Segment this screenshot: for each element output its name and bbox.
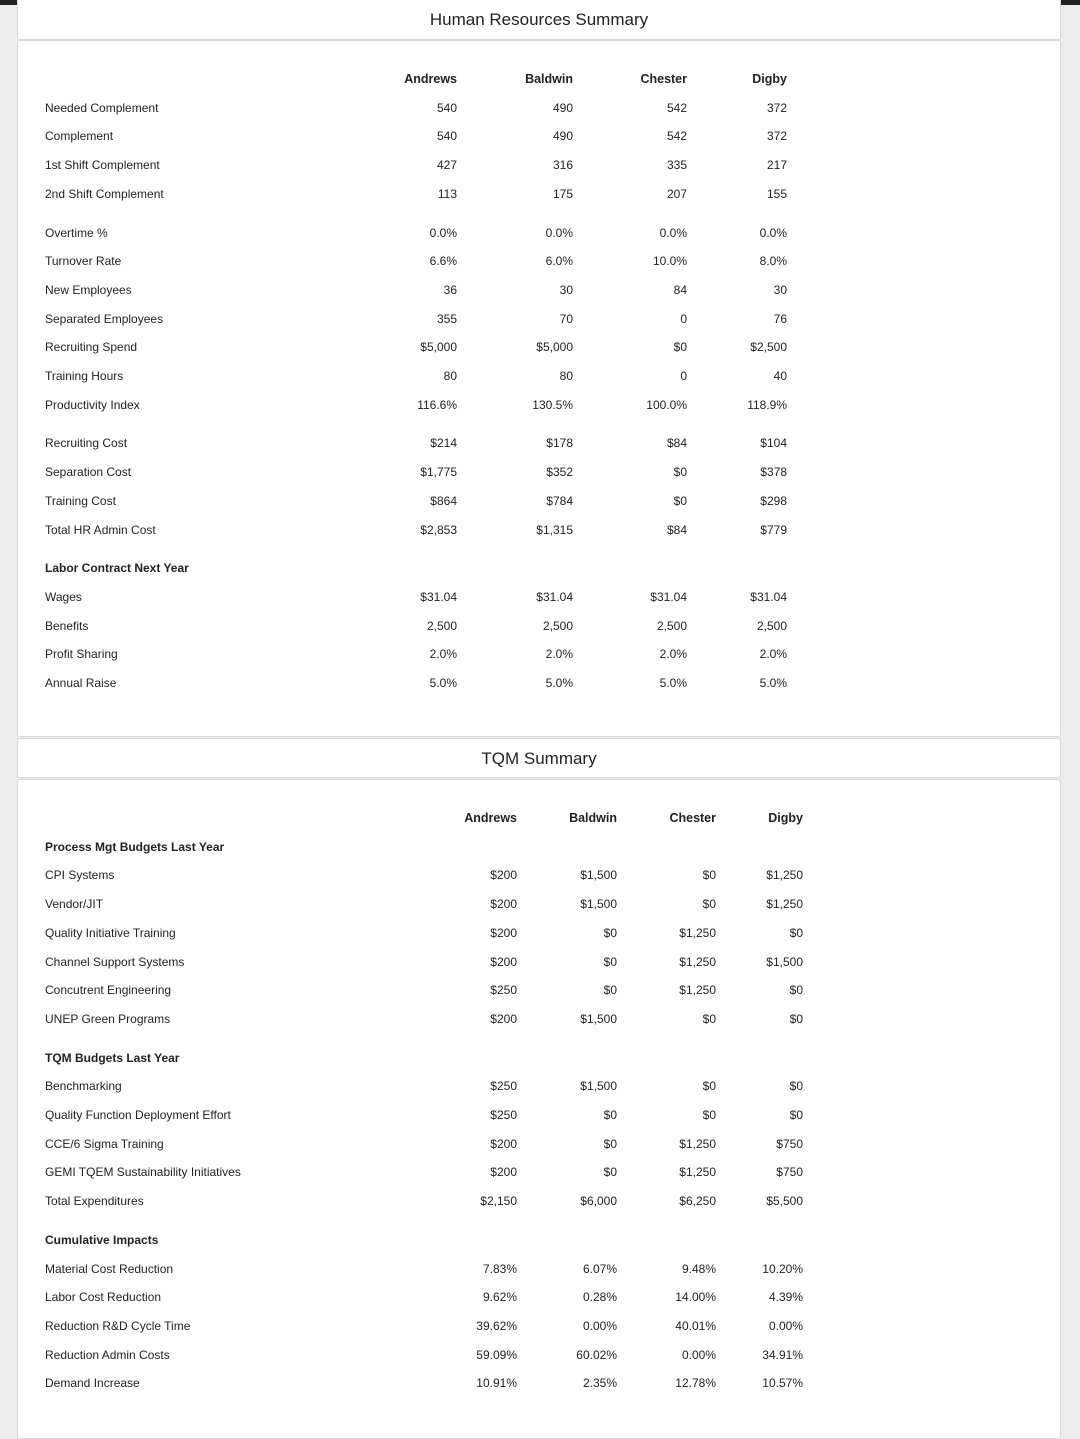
column-header: Andrews bbox=[404, 72, 457, 86]
cell-value: $31.04 bbox=[750, 589, 787, 604]
cell-value: 0.0% bbox=[545, 225, 573, 240]
cell-value: 335 bbox=[666, 158, 687, 173]
table-row bbox=[45, 919, 803, 948]
empty-cell bbox=[407, 1226, 517, 1255]
row-label: Separated Employees bbox=[45, 311, 164, 326]
table-row bbox=[45, 487, 787, 516]
cell-value: $750 bbox=[776, 1165, 803, 1180]
row-label: Benchmarking bbox=[45, 1079, 122, 1094]
cell-value: $0 bbox=[789, 983, 803, 998]
cell-value: 175 bbox=[552, 186, 573, 201]
cell-value: $0 bbox=[673, 340, 687, 355]
table-row bbox=[45, 890, 803, 919]
cell-value: $1,500 bbox=[580, 897, 617, 912]
row-label: Productivity Index bbox=[45, 397, 140, 412]
section-row bbox=[45, 833, 803, 862]
cell-value: $200 bbox=[490, 1011, 517, 1026]
cell-value: $378 bbox=[760, 465, 787, 480]
cell-value: 130.5% bbox=[532, 397, 573, 412]
spacer-row bbox=[45, 544, 787, 554]
cell-value: 0 bbox=[680, 369, 687, 384]
cell-value: $1,500 bbox=[580, 1011, 617, 1026]
cell-value: 7.83% bbox=[482, 1261, 517, 1276]
cell-value: $0 bbox=[603, 1108, 617, 1123]
table-row bbox=[45, 305, 787, 334]
row-label: CCE/6 Sigma Training bbox=[45, 1136, 164, 1151]
table-row bbox=[45, 151, 787, 180]
section-heading: Cumulative Impacts bbox=[45, 1232, 159, 1247]
cell-value: $1,250 bbox=[679, 1165, 716, 1180]
cell-value: $250 bbox=[490, 1108, 517, 1123]
cell-value: 355 bbox=[436, 311, 457, 326]
cell-value: 30 bbox=[559, 282, 573, 297]
hr-summary-header bbox=[17, 0, 1061, 40]
tqm-summary-card bbox=[17, 779, 1061, 1439]
cell-value: 10.91% bbox=[476, 1376, 517, 1391]
table-row bbox=[45, 516, 787, 545]
column-header: Andrews bbox=[464, 811, 517, 825]
cell-value: 490 bbox=[552, 129, 573, 144]
table-row bbox=[45, 976, 803, 1005]
cell-value: 8.0% bbox=[759, 254, 787, 269]
cell-value: $0 bbox=[789, 1108, 803, 1123]
hr-table-body bbox=[45, 94, 787, 698]
cell-value: $200 bbox=[490, 897, 517, 912]
cell-value: $1,500 bbox=[580, 1079, 617, 1094]
table-row bbox=[45, 122, 787, 151]
cell-value: 540 bbox=[436, 100, 457, 115]
column-header: Baldwin bbox=[569, 811, 617, 825]
column-header: Chester bbox=[640, 72, 687, 86]
cell-value: $2,853 bbox=[420, 522, 457, 537]
cell-value: 5.0% bbox=[429, 676, 457, 691]
cell-value: $214 bbox=[430, 436, 457, 451]
hr-summary-table bbox=[45, 65, 787, 698]
table-row bbox=[45, 94, 787, 123]
table-row bbox=[45, 219, 787, 248]
cell-value: 12.78% bbox=[675, 1376, 716, 1391]
table-row bbox=[45, 1312, 803, 1341]
cell-value: $0 bbox=[702, 868, 716, 883]
table-row bbox=[45, 1255, 803, 1284]
cell-value: 84 bbox=[673, 282, 687, 297]
table-row bbox=[45, 640, 787, 669]
table-row bbox=[45, 583, 787, 612]
cell-value: $84 bbox=[666, 522, 687, 537]
cell-value: 36 bbox=[443, 282, 457, 297]
cell-value: 76 bbox=[773, 311, 787, 326]
tqm-header-row bbox=[45, 804, 803, 833]
cell-value: 6.0% bbox=[545, 254, 573, 269]
cell-value: 6.07% bbox=[582, 1261, 617, 1276]
cell-value: 10.57% bbox=[762, 1376, 803, 1391]
cell-value: $0 bbox=[702, 897, 716, 912]
cell-value: 490 bbox=[552, 100, 573, 115]
table-row bbox=[45, 1158, 803, 1187]
row-label: Overtime % bbox=[45, 225, 108, 240]
cell-value: $250 bbox=[490, 983, 517, 998]
cell-value: 2.0% bbox=[545, 647, 573, 662]
row-label: Training Cost bbox=[45, 493, 116, 508]
cell-value: 14.00% bbox=[675, 1290, 716, 1305]
row-label: Turnover Rate bbox=[45, 254, 122, 269]
cell-value: 540 bbox=[436, 129, 457, 144]
table-row bbox=[45, 669, 787, 698]
empty-cell bbox=[517, 1226, 617, 1255]
cell-value: 542 bbox=[666, 129, 687, 144]
cell-value: 40.01% bbox=[675, 1318, 716, 1333]
cell-value: 80 bbox=[559, 369, 573, 384]
empty-cell bbox=[687, 554, 787, 583]
hr-summary-title: Human Resources Summary bbox=[429, 10, 649, 29]
cell-value: 9.62% bbox=[482, 1290, 517, 1305]
column-header: Digby bbox=[768, 811, 803, 825]
cell-value: 0 bbox=[680, 311, 687, 326]
row-label: Total Expenditures bbox=[45, 1194, 144, 1209]
row-label: Concutrent Engineering bbox=[45, 983, 172, 998]
cell-value: 116.6% bbox=[417, 397, 457, 412]
table-row bbox=[45, 429, 787, 458]
empty-cell bbox=[407, 833, 517, 862]
table-row bbox=[45, 458, 787, 487]
empty-cell bbox=[341, 554, 457, 583]
cell-value: 2,500 bbox=[542, 618, 573, 633]
cell-value: 10.0% bbox=[652, 254, 687, 269]
empty-cell bbox=[617, 1044, 716, 1073]
empty-cell bbox=[716, 1044, 803, 1073]
spacer-row bbox=[45, 1034, 803, 1044]
empty-cell bbox=[716, 1226, 803, 1255]
row-label: GEMI TQEM Sustainability Initiatives bbox=[45, 1165, 241, 1180]
cell-value: $250 bbox=[490, 1079, 517, 1094]
row-label: Separation Cost bbox=[45, 465, 132, 480]
row-label: 2nd Shift Complement bbox=[45, 186, 164, 201]
cell-value: $0 bbox=[603, 1136, 617, 1151]
cell-value: 2.0% bbox=[759, 647, 787, 662]
cell-value: 372 bbox=[766, 100, 787, 115]
row-label: Labor Cost Reduction bbox=[45, 1290, 162, 1305]
hr-header-row bbox=[45, 65, 787, 94]
row-label: Annual Raise bbox=[45, 676, 117, 691]
cell-value: $6,000 bbox=[580, 1194, 617, 1209]
row-label: Recruiting Spend bbox=[45, 340, 138, 355]
cell-value: $200 bbox=[490, 954, 517, 969]
empty-cell bbox=[716, 833, 803, 862]
row-label: Quality Function Deployment Effort bbox=[45, 1108, 231, 1123]
cell-value: $0 bbox=[603, 983, 617, 998]
cell-value: $5,000 bbox=[420, 340, 457, 355]
cell-value: $1,250 bbox=[766, 868, 803, 883]
section-row bbox=[45, 1226, 803, 1255]
table-row bbox=[45, 1130, 803, 1159]
cell-value: $5,000 bbox=[536, 340, 573, 355]
cell-value: 2.35% bbox=[582, 1376, 617, 1391]
cell-value: $178 bbox=[546, 436, 573, 451]
cell-value: 39.62% bbox=[476, 1318, 517, 1333]
row-label: Demand Increase bbox=[45, 1376, 140, 1391]
cell-value: $1,315 bbox=[536, 522, 573, 537]
row-label: Quality Initiative Training bbox=[45, 925, 176, 940]
cell-value: $200 bbox=[490, 1165, 517, 1180]
cell-value: $784 bbox=[546, 493, 573, 508]
empty-cell bbox=[573, 554, 687, 583]
cell-value: $1,775 bbox=[420, 465, 457, 480]
table-row bbox=[45, 180, 787, 209]
cell-value: $6,250 bbox=[679, 1194, 716, 1209]
cell-value: $750 bbox=[776, 1136, 803, 1151]
table-row bbox=[45, 1101, 803, 1130]
cell-value: 372 bbox=[766, 129, 787, 144]
cell-value: $0 bbox=[603, 925, 617, 940]
cell-value: 2.0% bbox=[429, 647, 457, 662]
row-label: New Employees bbox=[45, 282, 132, 297]
cell-value: $298 bbox=[760, 493, 787, 508]
tqm-table-body bbox=[45, 833, 803, 1398]
cell-value: $1,250 bbox=[766, 897, 803, 912]
cell-value: 0.0% bbox=[659, 225, 687, 240]
cell-value: 9.48% bbox=[681, 1261, 716, 1276]
cell-value: $200 bbox=[490, 868, 517, 883]
table-row bbox=[45, 1187, 803, 1216]
cell-value: 40 bbox=[773, 369, 787, 384]
row-label: UNEP Green Programs bbox=[45, 1011, 171, 1026]
table-row bbox=[45, 1341, 803, 1370]
table-row bbox=[45, 362, 787, 391]
cell-value: 113 bbox=[437, 186, 457, 201]
spacer-row bbox=[45, 419, 787, 429]
cell-value: $0 bbox=[702, 1108, 716, 1123]
table-row bbox=[45, 612, 787, 641]
table-row bbox=[45, 1072, 803, 1101]
cell-value: 10.20% bbox=[762, 1261, 803, 1276]
row-label: Reduction Admin Costs bbox=[45, 1347, 170, 1362]
table-row bbox=[45, 1005, 803, 1034]
cell-value: $1,500 bbox=[766, 954, 803, 969]
cell-value: 542 bbox=[666, 100, 687, 115]
cell-value: 118.9% bbox=[747, 397, 787, 412]
cell-value: 100.0% bbox=[646, 397, 687, 412]
cell-value: $2,150 bbox=[480, 1194, 517, 1209]
cell-value: $0 bbox=[789, 1011, 803, 1026]
cell-value: 2.0% bbox=[659, 647, 687, 662]
row-label: Training Hours bbox=[45, 369, 124, 384]
cell-value: $0 bbox=[789, 1079, 803, 1094]
table-row bbox=[45, 948, 803, 977]
cell-value: $0 bbox=[673, 493, 687, 508]
row-label: Recruiting Cost bbox=[45, 436, 128, 451]
cell-value: $84 bbox=[666, 436, 687, 451]
row-label: Benefits bbox=[45, 618, 89, 633]
cell-value: 2,500 bbox=[656, 618, 687, 633]
row-label: Profit Sharing bbox=[45, 647, 118, 662]
table-row bbox=[45, 333, 787, 362]
column-header: Digby bbox=[752, 72, 787, 86]
row-label: Wages bbox=[45, 589, 82, 604]
cell-value: 316 bbox=[552, 158, 573, 173]
section-heading: TQM Budgets Last Year bbox=[45, 1050, 180, 1065]
cell-value: $0 bbox=[603, 1165, 617, 1180]
cell-value: 5.0% bbox=[545, 676, 573, 691]
cell-value: $1,250 bbox=[679, 983, 716, 998]
cell-value: $0 bbox=[702, 1079, 716, 1094]
cell-value: 59.09% bbox=[476, 1347, 517, 1362]
empty-cell bbox=[457, 554, 573, 583]
section-row bbox=[45, 554, 787, 583]
empty-cell bbox=[517, 1044, 617, 1073]
spacer-row bbox=[45, 209, 787, 219]
section-heading: Process Mgt Budgets Last Year bbox=[45, 839, 225, 854]
row-label: Channel Support Systems bbox=[45, 954, 185, 969]
table-row bbox=[45, 861, 803, 890]
cell-value: $864 bbox=[430, 493, 457, 508]
table-row bbox=[45, 276, 787, 305]
cell-value: 0.00% bbox=[768, 1318, 803, 1333]
cell-value: $0 bbox=[702, 1011, 716, 1026]
cell-value: 0.0% bbox=[759, 225, 787, 240]
cell-value: $31.04 bbox=[420, 589, 457, 604]
table-row bbox=[45, 247, 787, 276]
section-row bbox=[45, 1044, 803, 1073]
cell-value: 4.39% bbox=[768, 1290, 803, 1305]
row-label: Complement bbox=[45, 129, 114, 144]
row-label: Reduction R&D Cycle Time bbox=[45, 1318, 191, 1333]
cell-value: $1,250 bbox=[679, 925, 716, 940]
cell-value: $31.04 bbox=[650, 589, 687, 604]
cell-value: 427 bbox=[436, 158, 457, 173]
cell-value: $0 bbox=[603, 954, 617, 969]
cell-value: $104 bbox=[760, 436, 787, 451]
cell-value: 5.0% bbox=[759, 676, 787, 691]
row-label: Total HR Admin Cost bbox=[45, 522, 156, 537]
row-label: Needed Complement bbox=[45, 100, 159, 115]
row-label: Material Cost Reduction bbox=[45, 1261, 174, 1276]
table-row bbox=[45, 1369, 803, 1398]
cell-value: 0.00% bbox=[681, 1347, 716, 1362]
cell-value: 2,500 bbox=[756, 618, 787, 633]
cell-value: $1,500 bbox=[580, 868, 617, 883]
cell-value: $1,250 bbox=[679, 1136, 716, 1151]
column-header: Chester bbox=[669, 811, 716, 825]
cell-value: 60.02% bbox=[576, 1347, 617, 1362]
cell-value: 34.91% bbox=[762, 1347, 803, 1362]
cell-value: $5,500 bbox=[766, 1194, 803, 1209]
row-label: 1st Shift Complement bbox=[45, 158, 160, 173]
cell-value: 5.0% bbox=[659, 676, 687, 691]
cell-value: $779 bbox=[760, 522, 787, 537]
hr-summary-card bbox=[17, 40, 1061, 737]
cell-value: $2,500 bbox=[750, 340, 787, 355]
spacer-row bbox=[45, 1216, 803, 1226]
empty-cell bbox=[617, 833, 716, 862]
cell-value: 0.28% bbox=[582, 1290, 617, 1305]
cell-value: 2,500 bbox=[426, 618, 457, 633]
tqm-summary-table bbox=[45, 804, 803, 1398]
cell-value: 30 bbox=[773, 282, 787, 297]
empty-cell bbox=[407, 1044, 517, 1073]
cell-value: 0.0% bbox=[429, 225, 457, 240]
row-label: CPI Systems bbox=[45, 868, 115, 883]
cell-value: $0 bbox=[673, 465, 687, 480]
cell-value: $352 bbox=[546, 465, 573, 480]
cell-value: 6.6% bbox=[429, 254, 457, 269]
tqm-summary-header bbox=[17, 738, 1061, 778]
cell-value: 207 bbox=[666, 186, 687, 201]
row-label: Vendor/JIT bbox=[45, 897, 104, 912]
table-row bbox=[45, 391, 787, 420]
cell-value: 0.00% bbox=[582, 1318, 617, 1333]
cell-value: $1,250 bbox=[679, 954, 716, 969]
cell-value: 217 bbox=[766, 158, 787, 173]
cell-value: 80 bbox=[443, 369, 457, 384]
column-header: Baldwin bbox=[525, 72, 573, 86]
empty-cell bbox=[517, 833, 617, 862]
cell-value: $200 bbox=[490, 925, 517, 940]
section-heading: Labor Contract Next Year bbox=[45, 561, 189, 576]
cell-value: $0 bbox=[789, 925, 803, 940]
cell-value: 70 bbox=[559, 311, 573, 326]
table-row bbox=[45, 1283, 803, 1312]
empty-cell bbox=[617, 1226, 716, 1255]
cell-value: $200 bbox=[490, 1136, 517, 1151]
cell-value: 155 bbox=[766, 186, 787, 201]
cell-value: $31.04 bbox=[536, 589, 573, 604]
tqm-summary-title: TQM Summary bbox=[481, 749, 597, 768]
